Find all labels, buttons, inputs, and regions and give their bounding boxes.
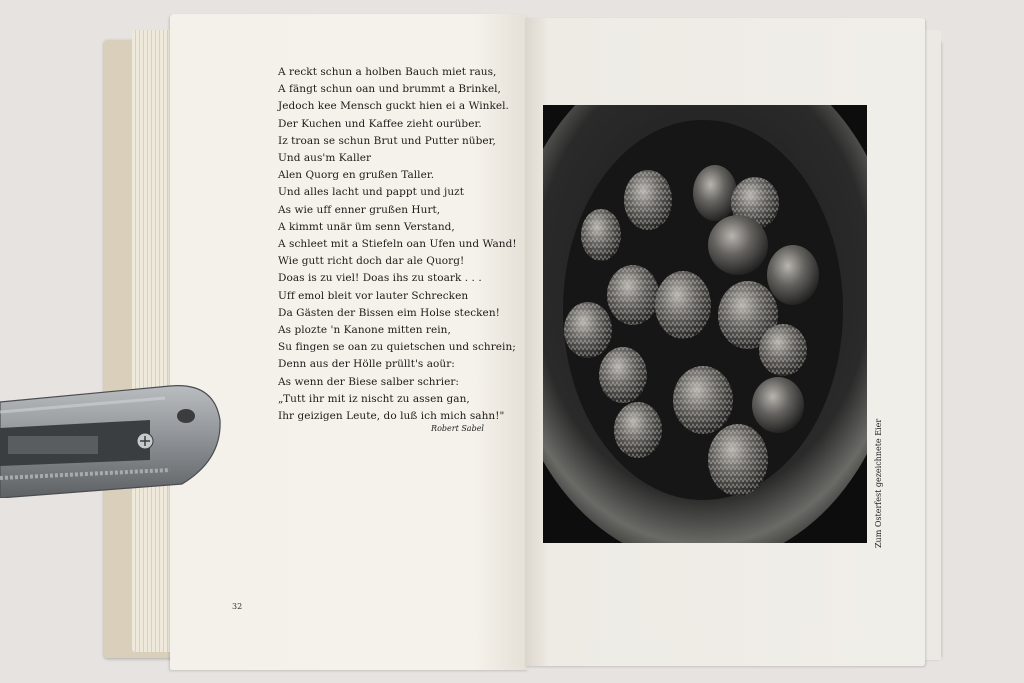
poem-line: Da Gästen der Bissen eim Holse stecken! (278, 306, 500, 319)
poem-line: As wie uff enner grußen Hurt, (278, 203, 441, 216)
poem-line: Alen Quorg en grußen Taller. (278, 169, 435, 182)
photo-caption: Zum Osterfest gezeichnete Eier (874, 418, 883, 548)
poem-line: Denn aus der Hölle prüllt's aoür: (278, 358, 455, 371)
page-stack-edge (132, 30, 172, 652)
poem-line: A reckt schun a holben Bauch miet raus, (278, 66, 497, 78)
utility-knife (0, 380, 222, 498)
poem-author: Robert Sabel (431, 424, 484, 433)
easter-eggs-photo (543, 105, 867, 543)
poem-line: „Tutt ihr mit iz nischt zu assen gan, (278, 392, 470, 405)
poem-line: Wie gutt richt doch dar ale Quorg! (278, 255, 465, 268)
poem-line: Und aus'm Kaller (278, 152, 372, 165)
poem-line: As wenn der Biese salber schrier: (278, 375, 460, 388)
poem-line: Und alles lacht und pappt und juzt (278, 186, 465, 199)
poem-line: A schleet mit a Stiefeln oan Ufen und Wand! (278, 238, 517, 251)
poem-line: Uff emol bleit vor lauter Schrecken (278, 289, 469, 302)
poem-line: Der Kuchen und Kaffee zieht ourüber. (278, 117, 482, 130)
poem-text (278, 64, 518, 425)
poem-line: As plozte 'n Kanone mitten rein, (278, 324, 451, 337)
poem-line: Jedoch kee Mensch guckt hien ei a Winkel. (278, 100, 509, 113)
utility-knife-icon (0, 380, 222, 498)
poem-line: Ihr geizigen Leute, do luß ich mich sahn!" (278, 410, 505, 423)
page-number: 32 (232, 602, 243, 611)
easter-eggs-photo-image (543, 105, 867, 543)
left-page (170, 14, 528, 670)
poem-line: Su fingen se oan zu quietschen und schrein; (278, 341, 516, 354)
poem-line: A fängt schun oan und brummt a Brinkel, (278, 83, 501, 96)
poem-line: A kimmt unär üm senn Verstand, (278, 220, 455, 233)
poem-line: Iz troan se schun Brut und Putter nüber, (278, 134, 496, 147)
poem-line: Doas is zu viel! Doas ihs zu stoark . . . (278, 272, 482, 285)
